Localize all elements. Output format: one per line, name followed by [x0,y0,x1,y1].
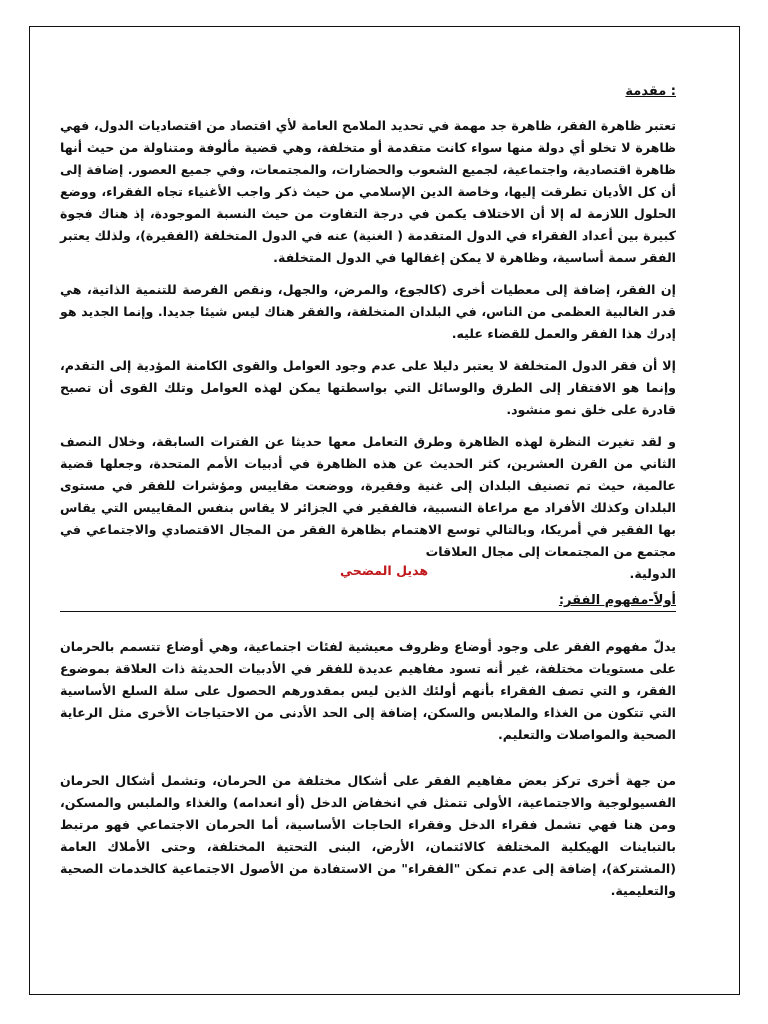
document-body [60,84,676,912]
section1-heading-rule [60,589,676,612]
section1-heading: أولاً-مفهوم الفقر: [558,593,676,608]
author-signature: هديل المضحي [340,563,429,578]
intro-heading: : مقدمة [625,84,676,99]
section1-paragraph-1: يدلّ مفهوم الفقر على وجود أوضاع وظروف معيشية لفئات اجتماعية، وهي أوضاع تتسمم بالحرمان على مستويات مختلفة، غير أنه تسود مفاهيم عديدة للفقر في الأدبيات الحديثة ذات العلاقة بموضوع الفقر، و التي تصف الفقراء بأنهم أولئك الذين ليس بمقدورهم الحصول على سلة السلع الأساسية التي تتكون من الغذاء والملابس والسكن، إضافة إلى الحد الأدنى من الاحتياجات الأخرى مثل الرعاية الصحية والمواصلات والتعليم. [60,639,676,742]
intro-paragraph-4: و لقد تغيرت النظرة لهذه الظاهرة وطرق التعامل معها حديثا عن الفترات السابقة، وخلال النصف الثاني من القرن العشرين، كثر الحديث عن هذه الظاهرة في أدبيات الأمم المتحدة، وجعلها قضية عالمية، حيث تم تصنيف البلدان إلى غنية وفقيرة، ووضعت مقاييس ومؤشرات للفقر في مستوى البلدان وكذلك الأفراد مع مراعاة النسبية، فالفقير في الجزائر لا يقاس بنفس المقاييس التي يقاس بها الفقير في أمريكا، وبالتالي توسع الاهتمام بظاهرة الفقر من المجال الاقتصادي والاجتماعي في مجتمع من المجتمعات إلى مجال العلاقات [60,434,676,559]
intro-paragraph-3: إلا أن فقر الدول المتخلفة لا يعتبر دليلا على عدم وجود العوامل والقوى الكامنة المؤدية إلى التقدم، وإنما هو الافتقار إلى الطرق والوسائل التي بواسطتها يمكن لهذه العوامل وتلك القوى أن تصبح قادرة على خلق نمو منشود. [60,358,676,417]
intro-paragraph-2: إن الفقر، إضافة إلى معطيات أخرى (كالجوع، والمرض، والجهل، ونقص الفرصة للتنمية الذاتية، هي قدر الغالبية العظمى من الناس، في البلدان المتخلفة، والفقر هناك ليس شيئا جديدا. وإنما الجديد هو إدرك هذا الفقر والعمل للقضاء عليه. [60,282,676,341]
intro-last-line: الدولية. [629,566,676,581]
intro-closing-line [60,563,676,585]
intro-paragraph-1: تعتبر ظاهرة الفقر، ظاهرة جد مهمة في تحديد الملامح العامة لأي اقتصاد من اقتصاديات الدول، فهي ظاهرة لا تخلو أي دولة منها سواء كانت متقدمة أو متخلفة، وهي قضية مألوفة ومتناولة من حيث أنها ظاهرة اقتصادية، واجتماعية، لجميع الشعوب والحضارات، والمجتمعات، وفي جميع العصور. إضافة إلى أن كل الأديان تطرقت إليها، وخاصة الدين الإسلامي من حيث ذكر واجب الأغنياء تجاه الفقراء، ووضع الحلول اللازمة له إلا أن الاختلاف يكمن في درجة التفاوت من حيث النسبة الموجودة، إذ هناك فجوة كبيرة بين أعداد الفقراء في الدول المتقدمة ( الغنية) عنه في الدول المتخلفة (الفقيرة)، ولذلك يعتبر الفقر سمة أساسية، وظاهرة لا يمكن إغفالها في الدول المتخلفة. [60,118,676,265]
section1-paragraph-2: من جهة أخرى تركز بعض مفاهيم الفقر على أشكال مختلفة من الحرمان، وتشمل أشكال الحرمان الفسيولوجية والاجتماعية، الأولى تتمثل في انخفاض الدخل (أو انعدامه) والغذاء والملبس والمسكن، ومن هنا فهي تشمل فقراء الدخل وفقراء الحاجات الأساسية، أما الحرمان الاجتماعي فهو مرتبط بالتباينات الهيكلية المختلفة كالائتمان، الأرض، البنى التحتية المختلفة، وحتى الأملاك العامة (المشتركة)، إضافة إلى عدم تمكن "الفقراء" من الاستفادة من الأصول الاجتماعية كالخدمات الصحية والتعليمية. [60,773,676,898]
